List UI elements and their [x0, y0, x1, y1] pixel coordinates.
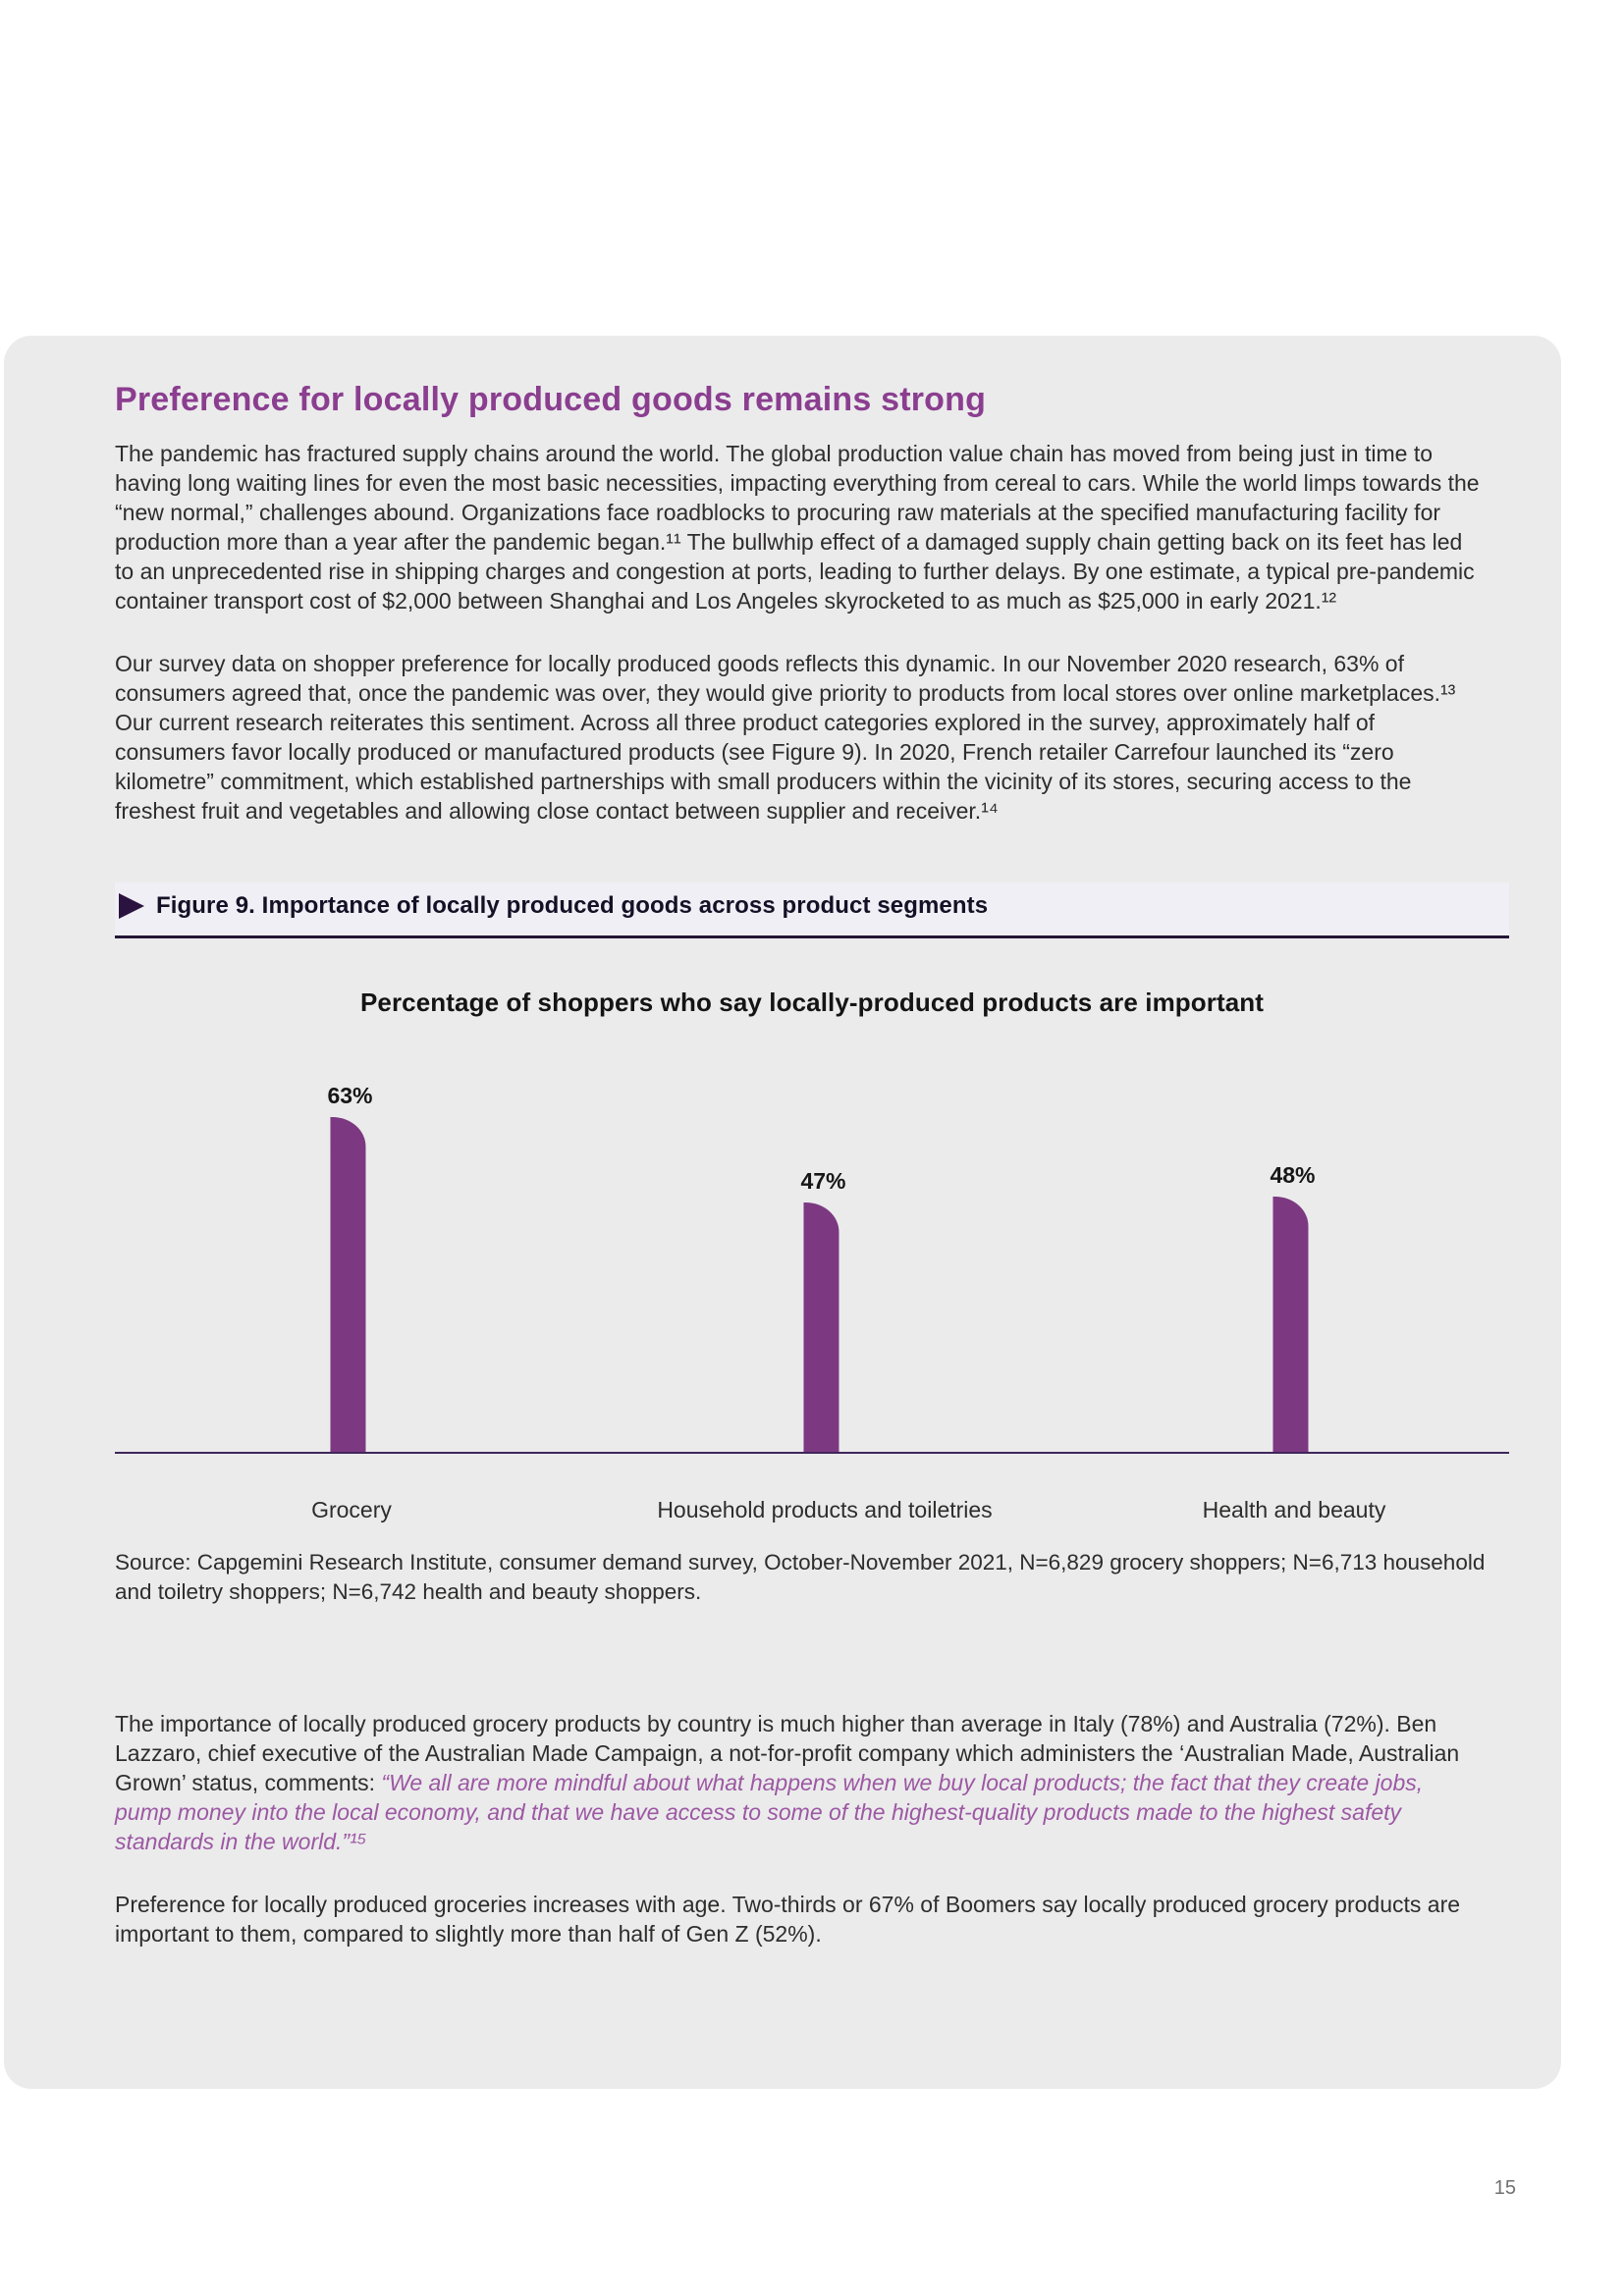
paragraph-3	[115, 1709, 1485, 1856]
chart-title: Percentage of shoppers who say locally-produced products are important	[359, 988, 1265, 1017]
paragraph-1: The pandemic has fractured supply chains around the world. The global production value chain has moved from being just in time to having long waiting lines for even the most basic necessities, impacting everything from cereal to cars. While the world limps towards the “new normal,” challenges abound. Organizations face roadblocks to procuring raw materials at the specified manufacturing facility for production more than a year after the pandemic began.¹¹ The bullwhip effect of a damaged supply chain getting back on its feet has led to an unprecedented rise in shipping charges and congestion at ports, leading to further delays. By one estimate, a typical pre-pandemic container transport cost of $2,000 between Shanghai and Los Angeles skyrocketed to as much as $25,000 in early 2021.¹²	[115, 441, 1480, 614]
bar-value-label: 47%	[800, 1168, 846, 1194]
bar-grocery	[330, 1117, 365, 1452]
paragraph-3-intro: The importance of locally produced grocery products by country is much higher than average in Italy (78%) and Australia (72%). Ben Lazzaro, chief executive of the Australian Made Campaign, a not-for-profit company which administers the ‘Australian Made, Australian Grown’ status, comments:	[115, 1711, 1460, 1795]
figure-9	[115, 882, 1512, 1607]
bar-health-beauty	[1272, 1197, 1308, 1452]
bar-category-label: Household products and toiletries	[657, 1497, 993, 1522]
x-axis-line	[115, 1452, 1509, 1454]
bar-category-label: Grocery	[311, 1497, 392, 1522]
bar-household	[803, 1202, 839, 1452]
figure-caption-row	[115, 882, 1509, 938]
figure-9-chart	[115, 988, 1509, 1548]
source-note: Source: Capgemini Research Institute, consumer demand survey, October-November 2021, N=6,829 grocery shoppers; N=6,713 household and toiletry shoppers; N=6,742 health and beauty shoppers.	[115, 1550, 1486, 1604]
bar-value-label: 63%	[327, 1083, 373, 1108]
quote-text: “We all are more mindful about what happens when we buy local products; the fact that they create jobs, pump money into the local economy, and that we have access to some of the highest-quality products made to the highest safety standards in the world.”¹⁵	[115, 1770, 1424, 1854]
paragraph-4: Preference for locally produced groceries increases with age. Two-thirds or 67% of Boomers say locally produced grocery products are important to them, compared to slightly more than half of Gen Z (52%).	[115, 1892, 1461, 1947]
chart-plot-area	[115, 1022, 1509, 1522]
page-title: Preference for locally produced goods remains strong	[115, 381, 987, 418]
bar-value-label: 48%	[1270, 1162, 1316, 1188]
paragraph-2: Our survey data on shopper preference for locally produced goods reflects this dynamic. In our November 2020 research, 63% of consumers agreed that, once the pandemic was over, they would give priority to products from local stores over online marketplaces.¹³ Our current research reiterates this sentiment. Across all three product categories explored in the survey, approximately half of consumers favor locally produced or manufactured products (see Figure 9). In 2020, French retailer Carrefour launched its “zero kilometre” commitment, which established partnerships with small producers within the vicinity of its stores, securing access to the freshest fruit and vegetables and allowing close contact between supplier and receiver.¹⁴	[115, 651, 1456, 824]
figure-arrow-icon	[119, 893, 144, 919]
page-number: 15	[1493, 2177, 1516, 2199]
content-card	[4, 336, 1561, 2089]
figure-caption: Figure 9. Importance of locally produced goods across product segments	[156, 892, 989, 919]
bar-category-label: Health and beauty	[1202, 1497, 1386, 1522]
